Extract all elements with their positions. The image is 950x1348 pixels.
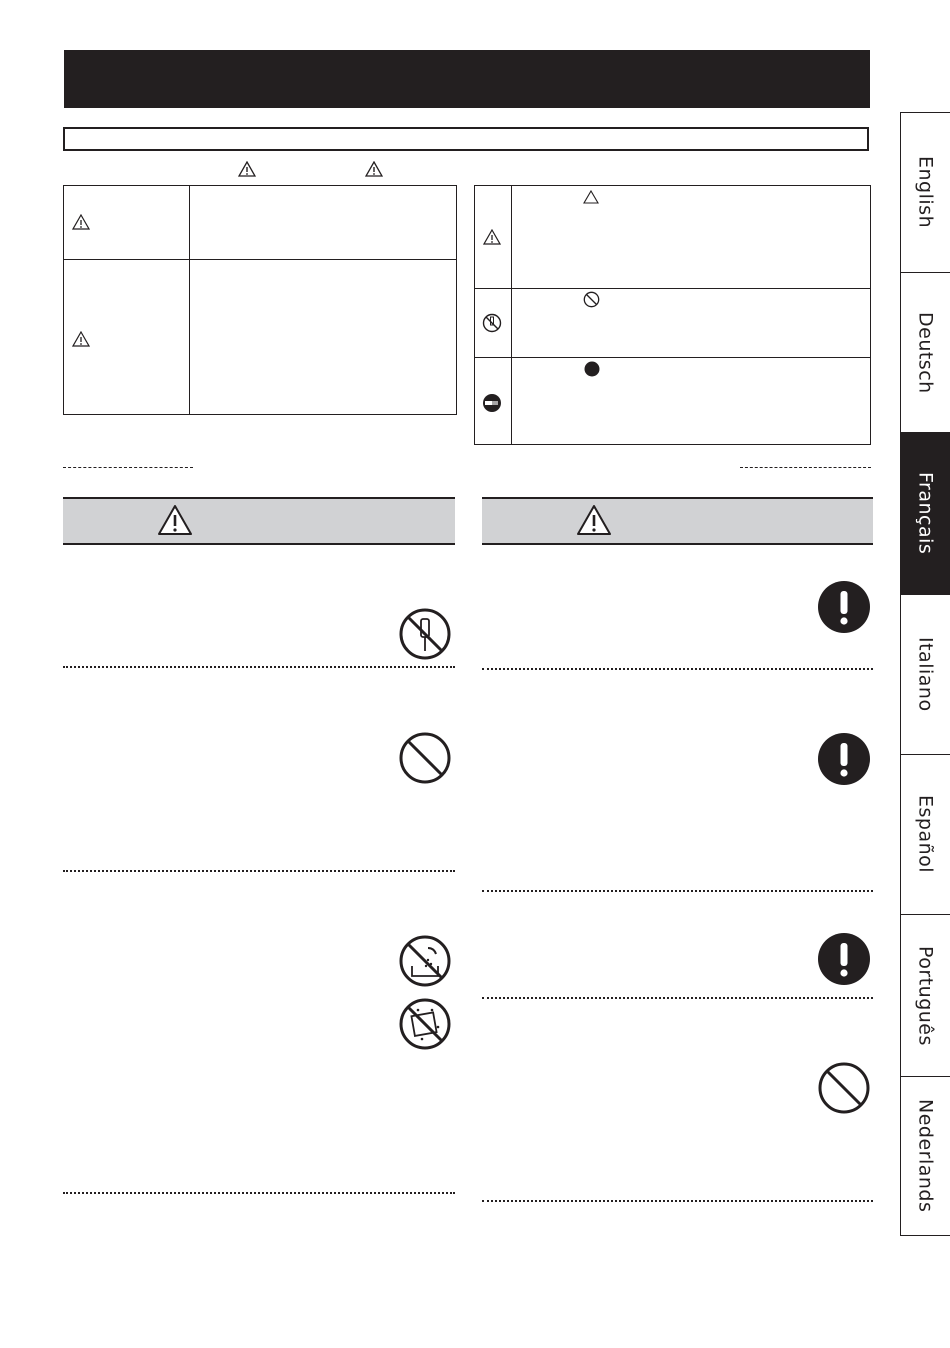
triangle-outline-icon [583, 190, 599, 204]
prohibition-icon [398, 731, 452, 785]
tab-label: Nederlands [914, 1099, 937, 1213]
item-separator [63, 1192, 455, 1194]
tab-deutsch[interactable] [900, 272, 950, 432]
exclamation-circle-icon [817, 932, 871, 986]
caution-triangle-icon [365, 161, 383, 177]
warning-level-icon [72, 214, 90, 230]
tab-label: Deutsch [914, 311, 937, 394]
exclamation-circle-icon [817, 580, 871, 634]
tab-label: Français [914, 472, 937, 555]
unplug-icon [481, 393, 503, 413]
section-title-box [63, 127, 869, 151]
tab-espanol[interactable] [900, 754, 950, 914]
caution-triangle-icon [576, 504, 612, 536]
tab-label: Español [914, 795, 937, 874]
exclamation-circle-icon [817, 732, 871, 786]
no-moisture-icon [398, 997, 452, 1051]
tab-label: Italiano [914, 637, 937, 712]
tab-italiano[interactable] [900, 594, 950, 754]
symbol-definitions-table [474, 185, 871, 445]
general-caution-icon [483, 229, 501, 245]
no-disassembly-icon [398, 607, 452, 661]
warning-triangle-icon [157, 504, 193, 536]
no-water-icon [398, 934, 452, 988]
right-caution-header [482, 497, 873, 545]
tab-english[interactable] [900, 112, 950, 272]
filled-circle-icon [584, 361, 600, 377]
prohibition-icon [817, 1061, 871, 1115]
prohibition-icon [583, 291, 600, 308]
tab-portugues[interactable] [900, 914, 950, 1076]
tab-label: English [914, 156, 937, 229]
item-separator [482, 668, 873, 670]
item-separator [63, 870, 455, 872]
tab-label: Português [914, 945, 937, 1046]
item-separator [482, 1200, 873, 1202]
item-separator [482, 997, 873, 999]
left-warning-header [63, 497, 455, 545]
page-header-bar [64, 50, 870, 108]
item-separator [482, 890, 873, 892]
tab-francais[interactable] [900, 432, 950, 594]
warning-triangle-icon [238, 161, 256, 177]
item-separator [63, 666, 455, 668]
warning-definitions-table [63, 185, 457, 415]
caution-level-icon [72, 331, 90, 347]
tab-nederlands[interactable] [900, 1076, 950, 1236]
no-disassembly-small-icon [482, 313, 502, 333]
